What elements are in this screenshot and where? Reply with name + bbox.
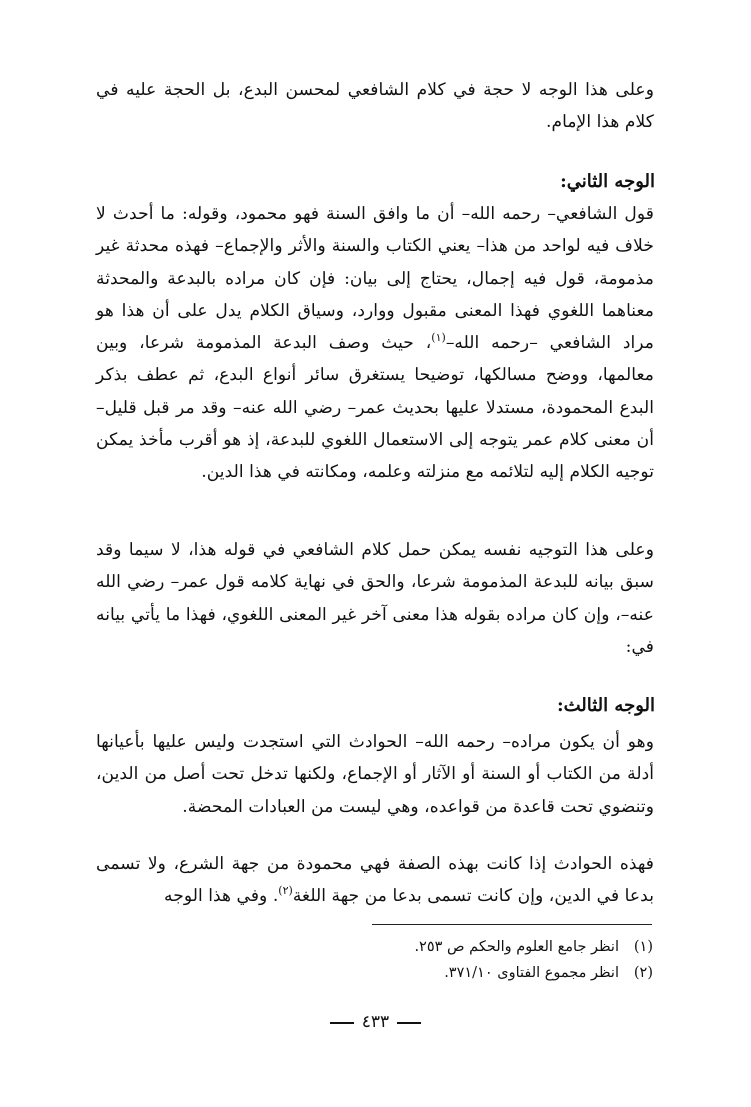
footnote-1 bbox=[233, 936, 653, 958]
footnote-2 bbox=[233, 962, 653, 984]
footnote-divider bbox=[372, 924, 652, 925]
paragraph-intro-text: وعلى هذا الوجه لا حجة في كلام الشافعي لمحسن البدع، بل الحجة عليه في كلام هذا الإمام. bbox=[96, 80, 654, 133]
paragraph-fourth-text: وهو أن يكون مراده– رحمه الله– الحوادث التي استجدت وليس عليها بأعيانها أدلة من الكتاب أو السنة أو الآثار أو الإجماع، ولكنها تدخل تحت أصل من الدين، وتنضوي تحت قاعدة من قواعده، وهي ليست من العبادات المحضة. bbox=[96, 732, 654, 817]
page-number-dash-right bbox=[397, 1022, 421, 1024]
paragraph-fifth-text-a: فهذه الحوادث إذا كانت بهذه الصفة فهي محمودة من جهة الشرع، ولا تسمى بدعا في الدين، وإن كانت تسمى بدعا من جهة اللغة bbox=[96, 854, 654, 907]
heading-third-aspect: الوجه الثالث: bbox=[556, 695, 655, 716]
heading-second-aspect: الوجه الثاني: bbox=[560, 171, 655, 192]
footnote-ref-1: (١) bbox=[431, 331, 446, 345]
paragraph-second-text-b: ، حيث وصف البدعة المذمومة شرعا، وبين معالمها، ووضح مسالكها، توضيحا يستغرق سائر أنواع البدع، ثم عطف بذكر البدع المحمودة، مستدلا عليها بحديث عمر– رضي الله عنه– وقد مر قبل قليل– أن معنى كلام عمر يتوجه إلى الاستعمال اللغوي للبدعة، إذ هو أقرب مأخذ يمكن توجيه الكلام إليه لتلائمه مع منزلته وعلمه، ومكانته في هذا الدين. bbox=[96, 333, 654, 483]
footnote-2-text: انظر مجموع الفتاوى ٣٧١/١٠. bbox=[444, 965, 619, 981]
paragraph-fifth bbox=[96, 848, 654, 913]
paragraph-second-aspect bbox=[96, 198, 654, 489]
footnote-ref-2: (٢) bbox=[278, 884, 293, 898]
footnote-1-text: انظر جامع العلوم والحكم ص ٢٥٣. bbox=[414, 939, 619, 955]
footnote-1-number: (١) bbox=[633, 939, 653, 955]
paragraph-third bbox=[96, 534, 654, 663]
paragraph-second-text-a: قول الشافعي– رحمه الله– أن ما وافق السنة فهو محمود، وقوله: ما أحدث لا خلاف فيه لواحد من هذا– يعني الكتاب والسنة والأثر والإجماع– فهذه محدثة غير مذمومة، قول فيه إجمال، يحتاج إلى بيان: فإن كان مراده بالبدعة والمحدثة معناهما اللغوي فهذا المعنى مقبول ووارد، وسياق الكلام يدل على أن هذا هو مراد الشافعي –رحمه الله– bbox=[96, 204, 654, 354]
paragraph-third-text: وعلى هذا التوجيه نفسه يمكن حمل كلام الشافعي في قوله هذا، لا سيما وقد سبق بيانه للبدعة المذمومة شرعا، والحق في نهاية كلامه قول عمر– رضي الله عنه–، وإن كان مراده بقوله هذا معنى آخر غير المعنى اللغوي، فهذا ما يأتي بيانه في: bbox=[96, 540, 654, 657]
paragraph-intro bbox=[96, 74, 654, 139]
page-number-value: ٤٣٣ bbox=[361, 1012, 390, 1032]
page-number bbox=[0, 1012, 751, 1032]
page-number-dash-left bbox=[330, 1022, 354, 1024]
paragraph-fourth bbox=[96, 726, 654, 823]
paragraph-fifth-text-b: . وفي هذا الوجه bbox=[164, 886, 279, 907]
footnote-2-number: (٢) bbox=[633, 965, 653, 981]
